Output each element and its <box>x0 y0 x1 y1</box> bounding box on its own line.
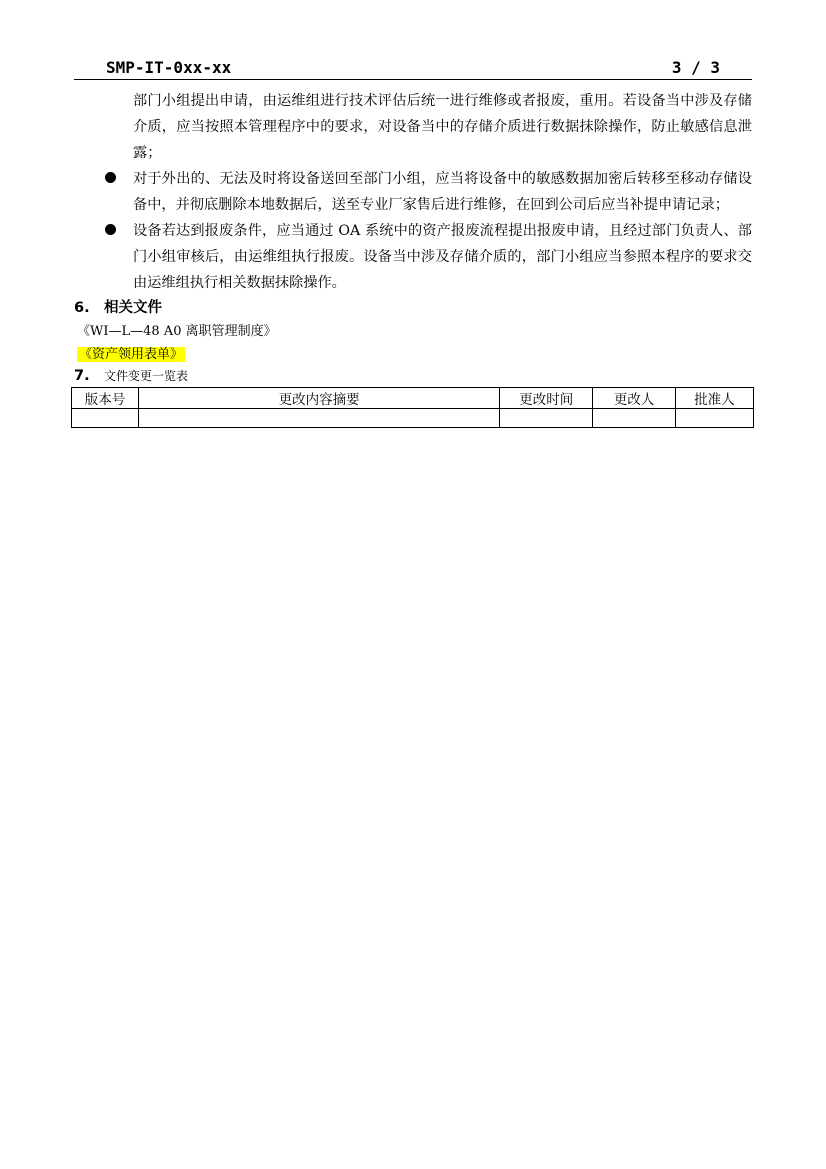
table-cell <box>676 409 754 428</box>
section-title: 文件变更一览表 <box>104 369 189 383</box>
related-doc-ref <box>77 343 752 366</box>
bullet-dot-icon <box>105 172 116 183</box>
document-body <box>74 88 752 428</box>
bullet-item-scrap <box>74 218 752 296</box>
continued-paragraph: 部门小组提出申请，由运维组进行技术评估后统一进行维修或者报废，重用。若设备当中涉及存储介质，应当按照本管理程序中的要求，对设备当中的存储介质进行数据抹除操作，防止敏感信息泄露； <box>133 93 752 161</box>
section-6-heading <box>74 296 752 320</box>
bullet-item-offsite-repair <box>74 166 752 218</box>
col-header-summary: 更改内容摘要 <box>138 388 499 409</box>
col-header-version: 版本号 <box>72 388 139 409</box>
section-number: 7. <box>74 368 90 384</box>
bullet-text: 对于外出的、无法及时将设备送回至部门小组，应当将设备中的敏感数据加密后转移至移动存储设备中，并彻底删除本地数据后，送至专业厂家售后进行维修，在回到公司后应当补提申请记录； <box>133 171 752 213</box>
change-log-table <box>71 387 754 428</box>
page-header <box>106 58 720 80</box>
table-header-row <box>72 388 754 409</box>
related-doc-leave-policy: 《WI—L—48 A0 离职管理制度》 <box>77 324 277 339</box>
table-cell <box>72 409 139 428</box>
bullet-dot-icon <box>105 224 116 235</box>
col-header-approver: 批准人 <box>676 388 754 409</box>
related-doc-asset-form: 《资产领用表单》 <box>79 347 184 362</box>
section-title: 相关文件 <box>104 300 162 316</box>
document-id: SMP-IT-0xx-xx <box>106 58 232 77</box>
table-row <box>72 409 754 428</box>
table-cell <box>138 409 499 428</box>
header-divider <box>74 79 752 80</box>
related-doc-ref <box>77 320 752 343</box>
col-header-date: 更改时间 <box>500 388 593 409</box>
section-number: 6. <box>74 300 90 316</box>
bullet-text: 设备若达到报废条件，应当通过 OA 系统中的资产报废流程提出报废申请，且经过部门负责人、部门小组审核后，由运维组执行报废。设备当中涉及存储介质的，部门小组应当参照本程序的要求交由运维组执行相关数据抹除操作。 <box>133 223 752 291</box>
section-7-heading <box>74 366 752 387</box>
page-number: 3 / 3 <box>671 58 720 77</box>
table-cell <box>500 409 593 428</box>
col-header-changer: 更改人 <box>593 388 676 409</box>
table-cell <box>593 409 676 428</box>
